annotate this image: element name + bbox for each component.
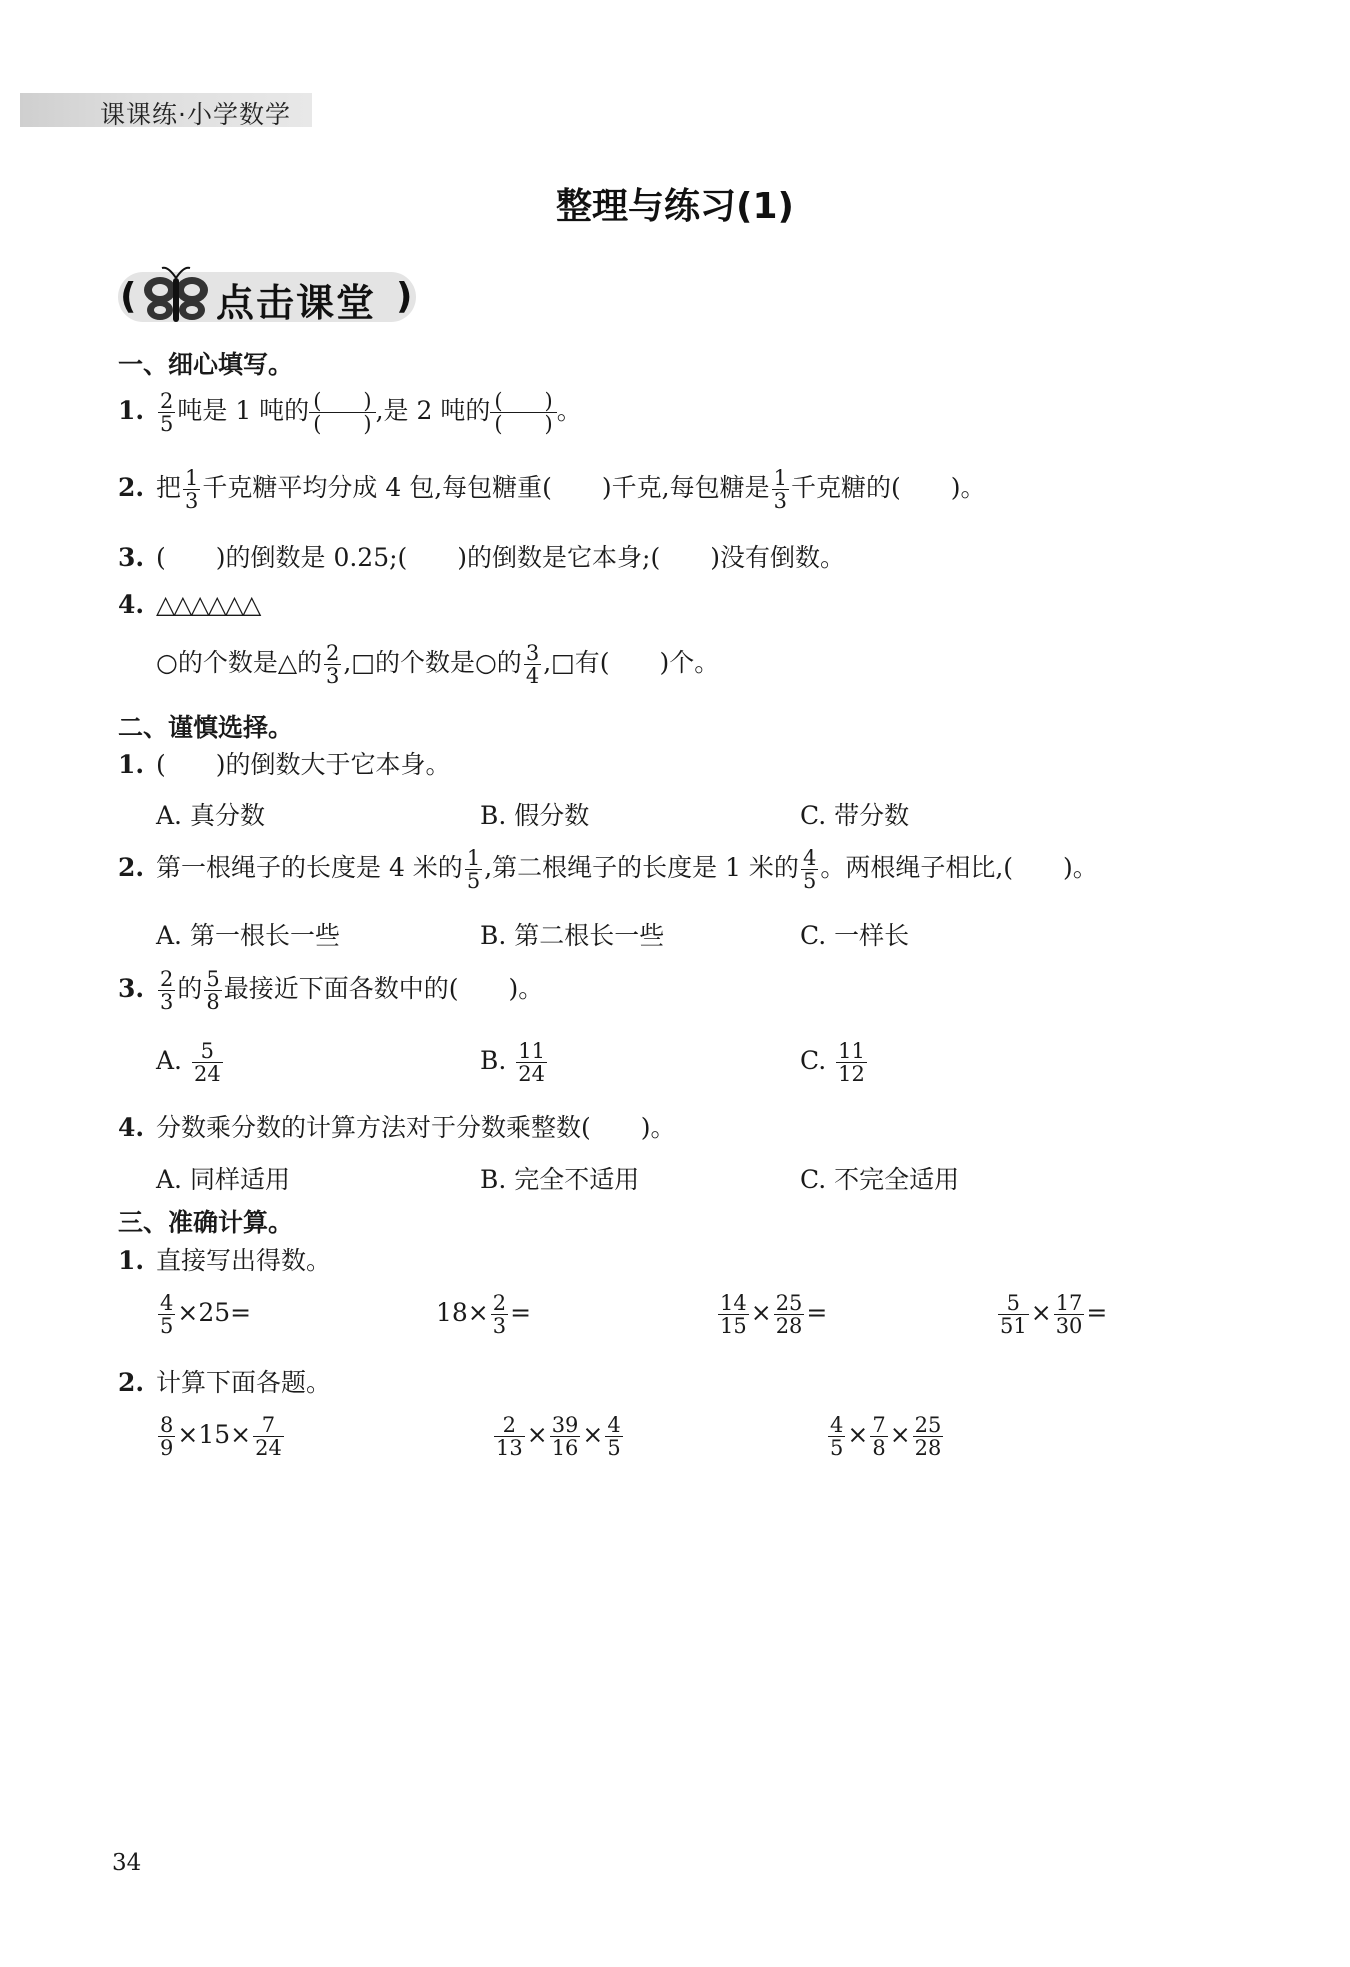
fraction: $\frac{5}{8}$ xyxy=(206,967,220,1015)
calc-expression: 18× $\frac{2}{3}$ = xyxy=(436,1291,532,1339)
calc-expression: $\frac{8}{9}$ ×15× $\frac{7}{24}$ xyxy=(160,1413,282,1461)
page-number: 34 xyxy=(112,1850,142,1876)
option-b[interactable]: B. 假分数 xyxy=(480,801,590,830)
fraction: $\frac{2}{3}$ xyxy=(160,967,174,1015)
fraction: $\frac{4}{5}$ xyxy=(802,846,817,894)
section-2-title: 二、谨慎选择。 xyxy=(118,713,294,742)
section-banner xyxy=(118,264,416,328)
question-1-4-text: ○的个数是△的 $\frac{2}{3}$ ,□的个数是○的 $\frac{3}{4}$ ,□有( )个。 xyxy=(156,641,720,689)
calc-expression: $\frac{2}{13}$ × $\frac{39}{16}$ × $\frac{4}{5}$ xyxy=(496,1413,621,1461)
question-2-1: 1. ( )的倒数大于它本身。 xyxy=(118,750,451,779)
question-1-4 xyxy=(118,592,259,617)
option-c[interactable]: C. $\frac{11}{12}$ xyxy=(800,1039,865,1087)
question-1-3: 3. ( )的倒数是 0.25;( )的倒数是它本身;( )没有倒数。 xyxy=(118,543,845,572)
fraction: $\frac{1}{3}$ xyxy=(773,466,787,514)
fraction: $\frac{1}{5}$ xyxy=(466,846,481,894)
fraction: $\frac{2}{5}$ xyxy=(160,389,174,437)
banner-left-bracket: ( xyxy=(120,276,137,317)
option-b[interactable]: B. 完全不适用 xyxy=(480,1165,640,1194)
option-a[interactable]: A. $\frac{5}{24}$ xyxy=(156,1039,221,1087)
option-b[interactable]: B. $\frac{11}{24}$ xyxy=(480,1039,546,1087)
page-title: 整理与练习(1) xyxy=(556,186,794,227)
answer-blank-fraction[interactable]: $\frac{( )}{( )}$ xyxy=(309,390,375,435)
option-c[interactable]: C. 一样长 xyxy=(800,921,910,950)
triangle-shapes: △△△△△△ xyxy=(156,590,260,619)
question-number: 3. xyxy=(118,974,145,1004)
question-3-2: 2. 计算下面各题。 xyxy=(118,1368,332,1397)
question-1-1: 1. $\frac{2}{5}$ 吨是 1 吨的 $\frac{( )}{( )}$ ,是 2 吨的 $\frac{( )}{( )}$ 。 xyxy=(118,389,582,437)
fraction: $\frac{1}{3}$ xyxy=(185,466,199,514)
banner-label: 点击课堂 xyxy=(216,281,377,325)
calc-expression: $\frac{5}{51}$ × $\frac{17}{30}$ = xyxy=(1000,1291,1108,1339)
question-number: 3. xyxy=(118,543,145,572)
question-number: 1. xyxy=(118,1246,145,1275)
fraction: $\frac{3}{4}$ xyxy=(525,641,540,689)
question-number: 2. xyxy=(118,853,145,883)
calc-expression: $\frac{4}{5}$ ×25= xyxy=(160,1291,252,1339)
question-number: 1. xyxy=(118,750,145,779)
question-number: 4. xyxy=(118,1113,145,1142)
fraction: $\frac{2}{3}$ xyxy=(326,641,340,689)
section-3-title: 三、准确计算。 xyxy=(118,1208,294,1237)
question-2-2: 2. 第一根绳子的长度是 4 米的 $\frac{1}{5}$ ,第二根绳子的长度是 1 米的 $\frac{4}{5}$ 。两根绳子相比,( )。 xyxy=(118,846,1098,894)
section-1-title: 一、细心填写。 xyxy=(118,350,294,379)
option-c[interactable]: C. 带分数 xyxy=(800,801,910,830)
option-a[interactable]: A. 第一根长一些 xyxy=(156,921,340,950)
option-a[interactable]: A. 真分数 xyxy=(156,801,265,830)
calc-expression: $\frac{4}{5}$ × $\frac{7}{8}$ × $\frac{25}{28}$ xyxy=(830,1413,942,1461)
answer-blank-fraction[interactable]: $\frac{( )}{( )}$ xyxy=(490,390,556,435)
question-number: 4. xyxy=(118,590,145,619)
option-c[interactable]: C. 不完全适用 xyxy=(800,1165,960,1194)
question-2-3: 3. $\frac{2}{3}$ 的 $\frac{5}{8}$ 最接近下面各数中的( )。 xyxy=(118,967,544,1015)
question-3-1: 1. 直接写出得数。 xyxy=(118,1246,332,1275)
calc-expression: $\frac{14}{15}$ × $\frac{25}{28}$ = xyxy=(720,1291,828,1339)
question-number: 1. xyxy=(118,396,145,426)
option-b[interactable]: B. 第二根长一些 xyxy=(480,921,665,950)
butterfly-icon xyxy=(134,264,214,328)
banner-right-bracket: ) xyxy=(396,276,413,317)
header-text: 课课练·小学数学 xyxy=(100,100,291,129)
question-2-4: 4. 分数乘分数的计算方法对于分数乘整数( )。 xyxy=(118,1113,676,1142)
question-1-2: 2. 把 $\frac{1}{3}$ 千克糖平均分成 4 包,每包糖重( )千克,每包糖是 $\frac{1}{3}$ 千克糖的( )。 xyxy=(118,466,986,514)
question-number: 2. xyxy=(118,1368,145,1397)
question-number: 2. xyxy=(118,473,145,503)
option-a[interactable]: A. 同样适用 xyxy=(156,1165,290,1194)
